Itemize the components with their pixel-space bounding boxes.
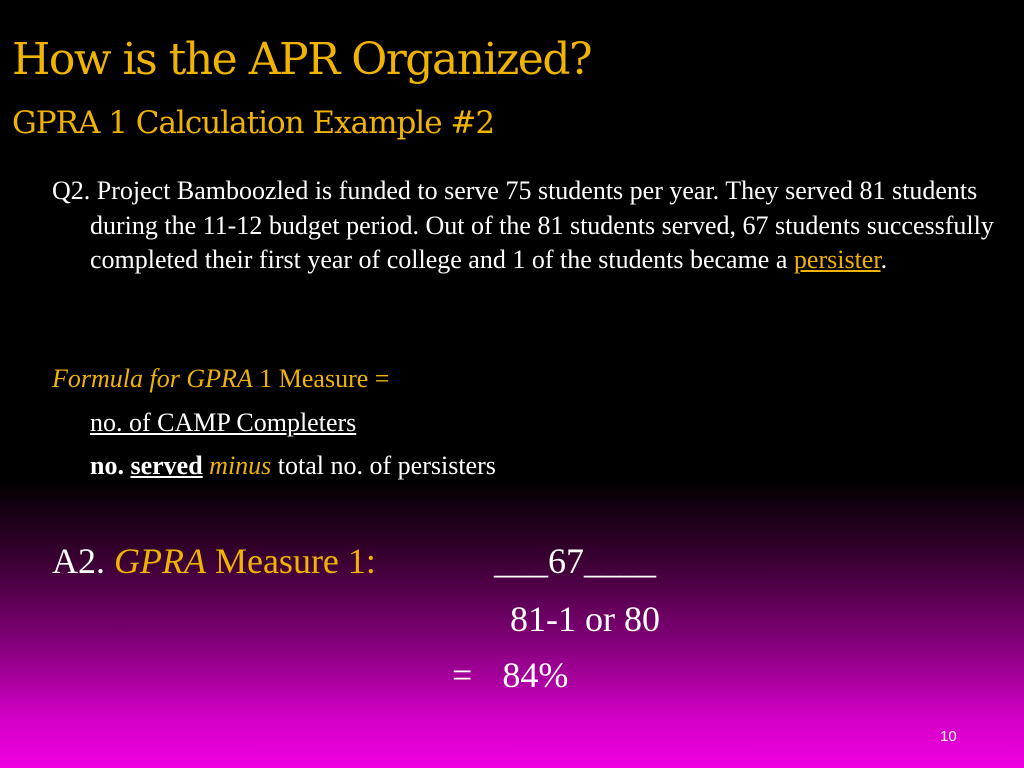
denominator-persisters: total no. of persisters: [271, 451, 496, 480]
persister-link[interactable]: persister: [793, 245, 881, 274]
answer-gpra: GPRA: [114, 541, 206, 581]
slide-title: How is the APR Organized?: [12, 34, 592, 85]
question-paragraph: [52, 174, 1010, 278]
formula-denominator: [90, 451, 496, 481]
question-end: .: [880, 245, 888, 274]
slide-subtitle: GPRA 1 Calculation Example #2: [12, 105, 495, 141]
denominator-served: served: [130, 451, 203, 480]
question-text: Q2. Project Bamboozled is funded to serve 75 students per year. They served 81 students during the 11-12 budget period. Out of the 81 students served, 67 students successfully completed their first year of college and 1 of the students became a: [52, 176, 994, 274]
answer-denominator: 81-1 or 80: [510, 599, 660, 639]
answer-result: 84%: [502, 655, 569, 695]
formula-label-rest: 1 Measure =: [252, 364, 390, 393]
denominator-no: no.: [90, 451, 131, 480]
answer-label: [52, 540, 376, 582]
formula-numerator: no. of CAMP Completers: [90, 408, 357, 437]
answer-measure: Measure 1:: [205, 541, 376, 581]
formula-label: [52, 364, 389, 394]
denominator-minus: minus: [209, 451, 272, 480]
answer-result-line: [452, 654, 568, 696]
page-number: 10: [940, 728, 957, 745]
formula-label-italic: Formula for GPRA: [52, 364, 253, 393]
answer-numerator: ___67____: [494, 541, 656, 581]
answer-equals: =: [452, 655, 473, 695]
answer-prefix: A2.: [52, 541, 114, 581]
